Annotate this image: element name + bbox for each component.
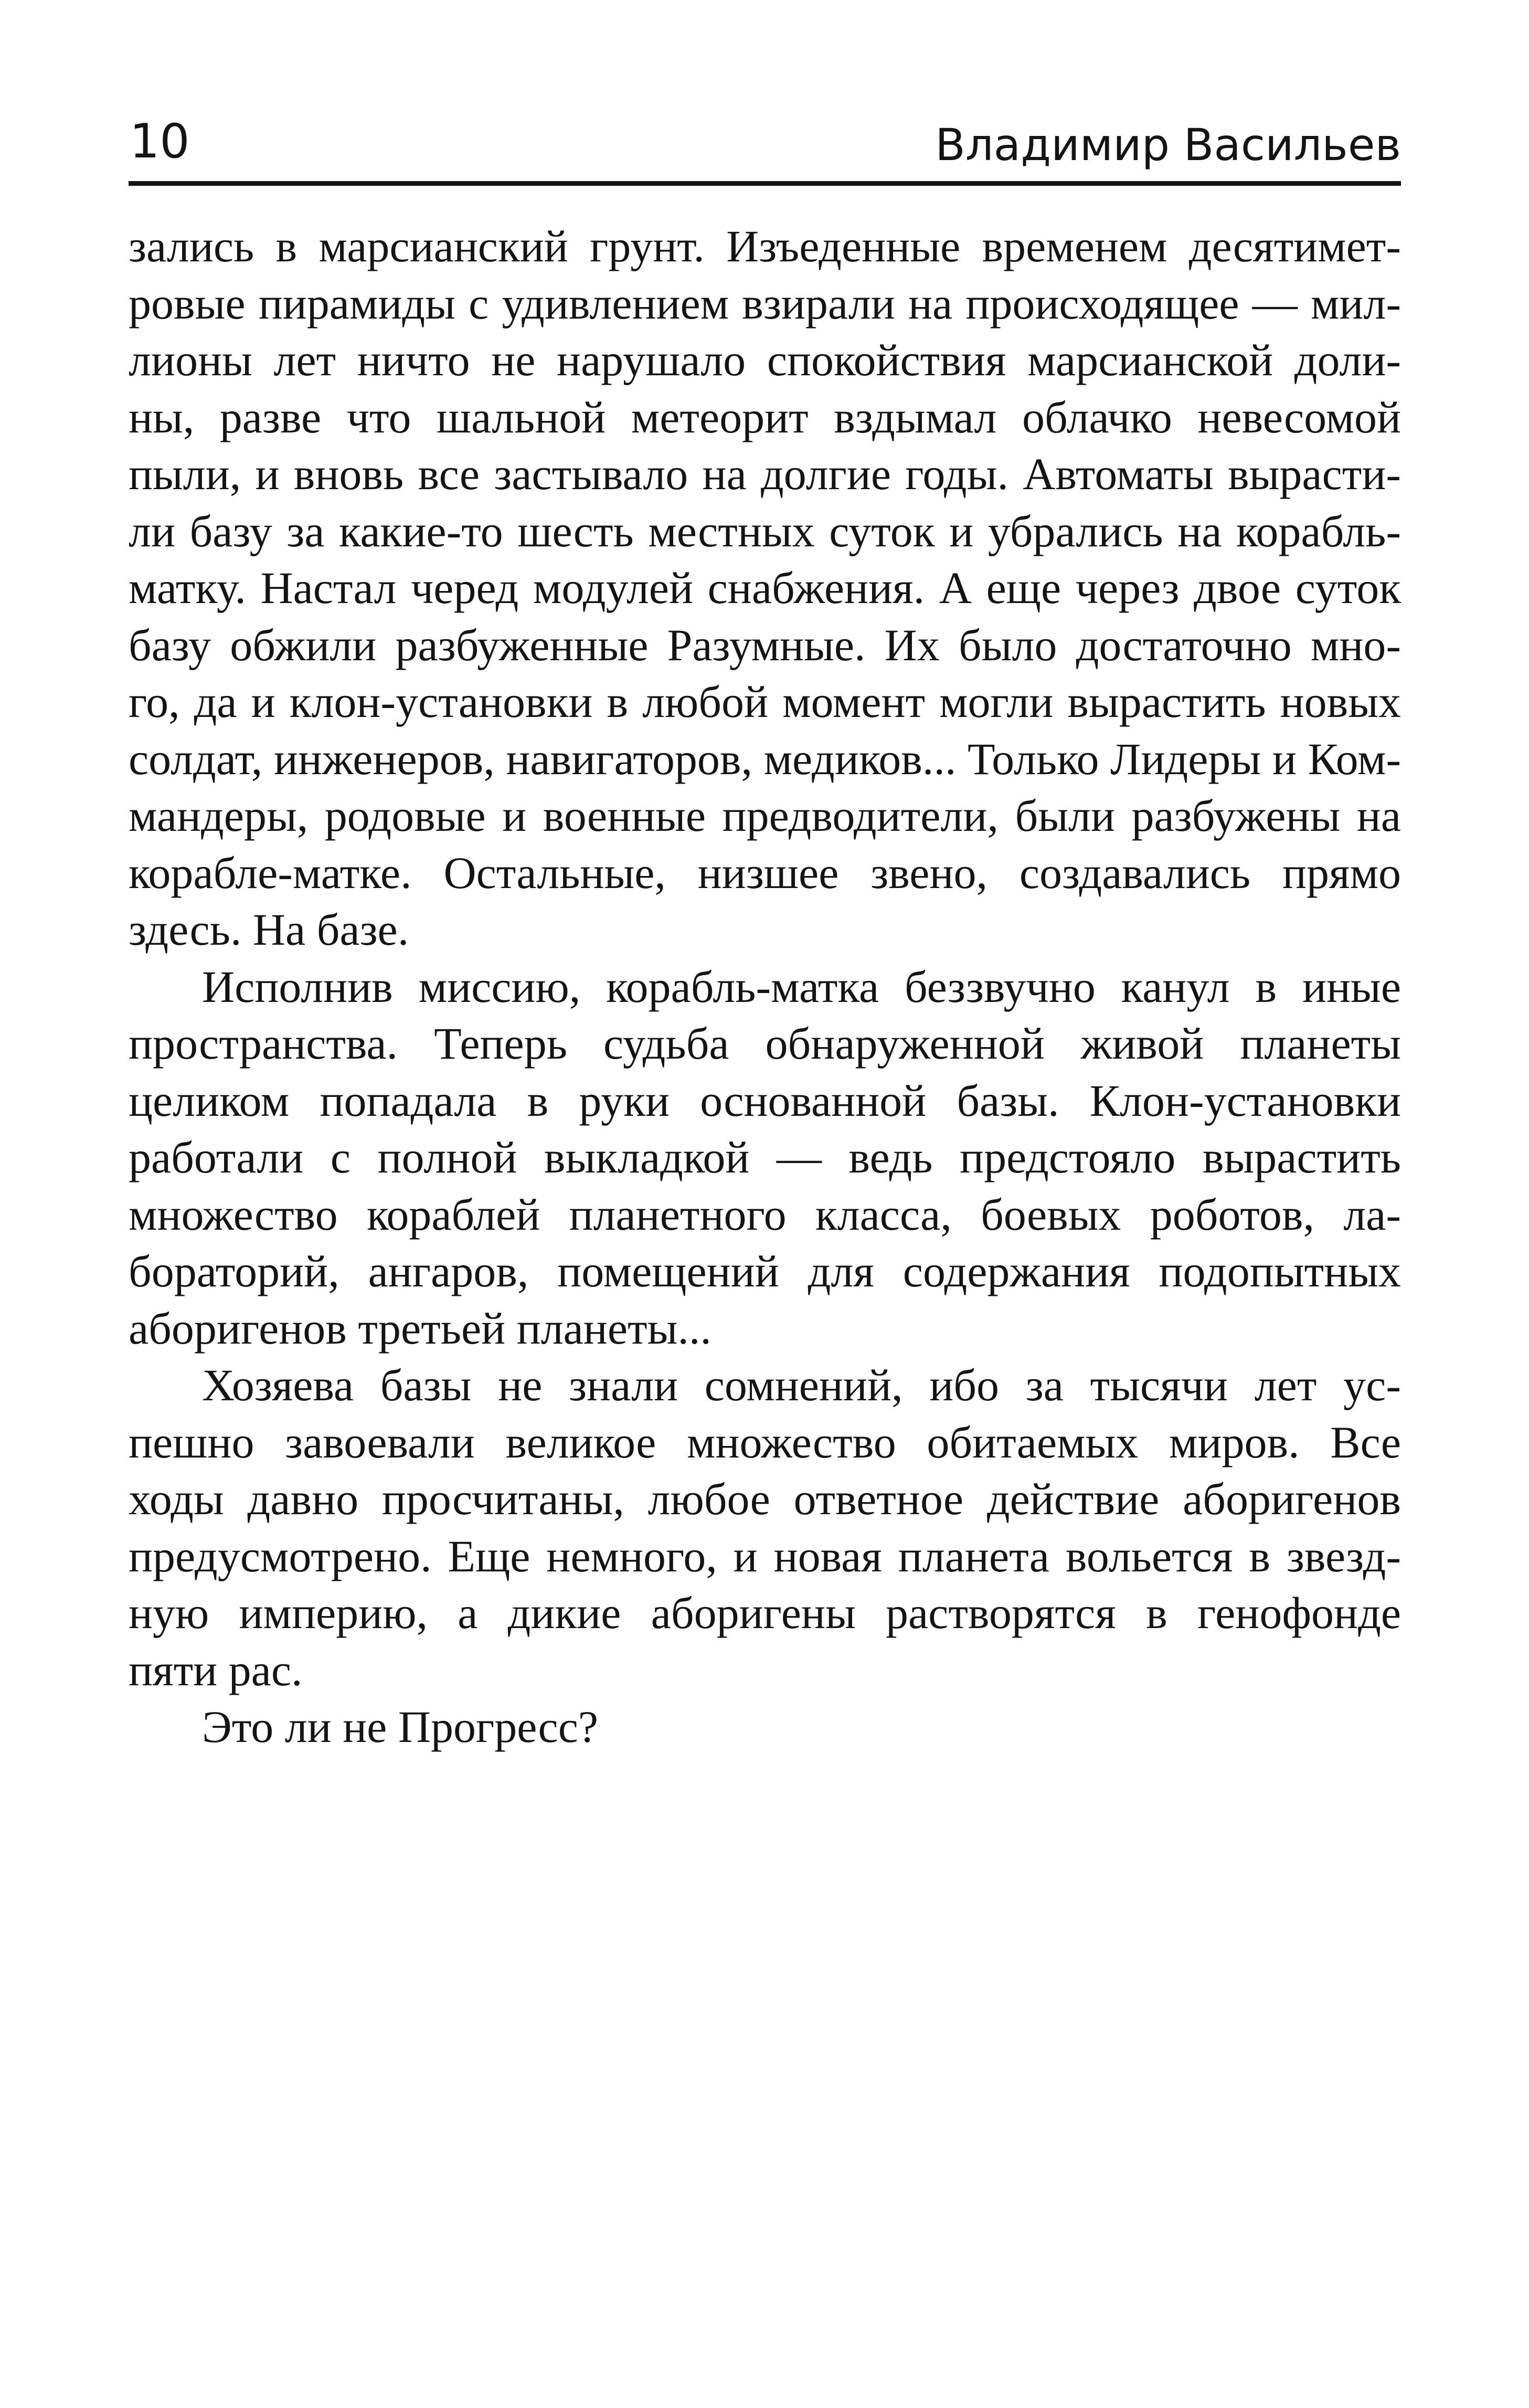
text-line: Это ли не Прогресс?: [202, 1702, 599, 1752]
text-line: здесь. На базе.: [129, 904, 409, 955]
text-line: Исполнив миссию, корабль-матка беззвучно канул в иные: [202, 961, 1401, 1012]
text-line: множество кораблей планетного класса, боевых роботов, ла-: [129, 1189, 1401, 1240]
text-line: бораторий, ангаров, помещений для содержания подопытных: [129, 1246, 1401, 1296]
text-line: целиком попадала в руки основанной базы. Клон-установки: [129, 1075, 1401, 1126]
text-line: пространства. Теперь судьба обнаруженной живой планеты: [129, 1018, 1401, 1069]
text-line: ровые пирамиды с удивлением взирали на происходящее — мил-: [129, 278, 1401, 329]
page-number: 10: [130, 114, 190, 169]
running-head-author: Владимир Васильев: [935, 119, 1401, 171]
text-line: ную империю, а дикие аборигены растворятся в генофонде: [129, 1588, 1401, 1638]
text-line: работали с полной выкладкой — ведь предстояло вырастить: [129, 1132, 1401, 1182]
text-line: пыли, и вновь все застывало на долгие годы. Автоматы вырасти-: [129, 449, 1401, 499]
paragraph: [129, 218, 1401, 958]
text-line: лионы лет ничто не нарушало спокойствия марсианской доли-: [129, 335, 1401, 385]
text-line: ны, разве что шальной метеорит вздымал облачко невесомой: [129, 392, 1401, 442]
text-line: Хозяева базы не знали сомнений, ибо за тысячи лет ус-: [202, 1360, 1401, 1410]
text-line: зались в марсианский грунт. Изъеденные временем десятимет-: [129, 221, 1401, 271]
text-line: ходы давно просчитаны, любое ответное действие аборигенов: [129, 1474, 1401, 1524]
text-line: го, да и клон-установки в любой момент могли вырастить новых: [129, 677, 1401, 727]
page-header: [129, 105, 1401, 184]
text-line: мандеры, родовые и военные предводители, были разбужены на: [129, 790, 1401, 841]
text-line: ли базу за какие-то шесть местных суток и убрались на корабль-: [129, 505, 1401, 556]
paragraph: [129, 1357, 1401, 1698]
text-line: базу обжили разбуженные Разумные. Их было достаточно мно-: [129, 619, 1401, 670]
text-line: предусмотрено. Еще немного, и новая планета вольется в звезд-: [129, 1530, 1401, 1581]
text-line: корабле-матке. Остальные, низшее звено, создавались прямо: [129, 847, 1401, 898]
text-line: матку. Настал черед модулей снабжения. А еще через двое суток: [129, 563, 1401, 613]
paragraph: [129, 958, 1401, 1357]
text-line: аборигенов третьей планеты...: [129, 1303, 712, 1354]
body-text: [129, 218, 1401, 1756]
text-line: солдат, инженеров, навигаторов, медиков... Только Лидеры и Ком-: [129, 733, 1401, 784]
header-rule: [129, 181, 1401, 186]
text-line: пешно завоевали великое множество обитаемых миров. Все: [129, 1417, 1401, 1467]
text-line: пяти рас.: [129, 1644, 303, 1695]
paragraph: [129, 1698, 1401, 1756]
